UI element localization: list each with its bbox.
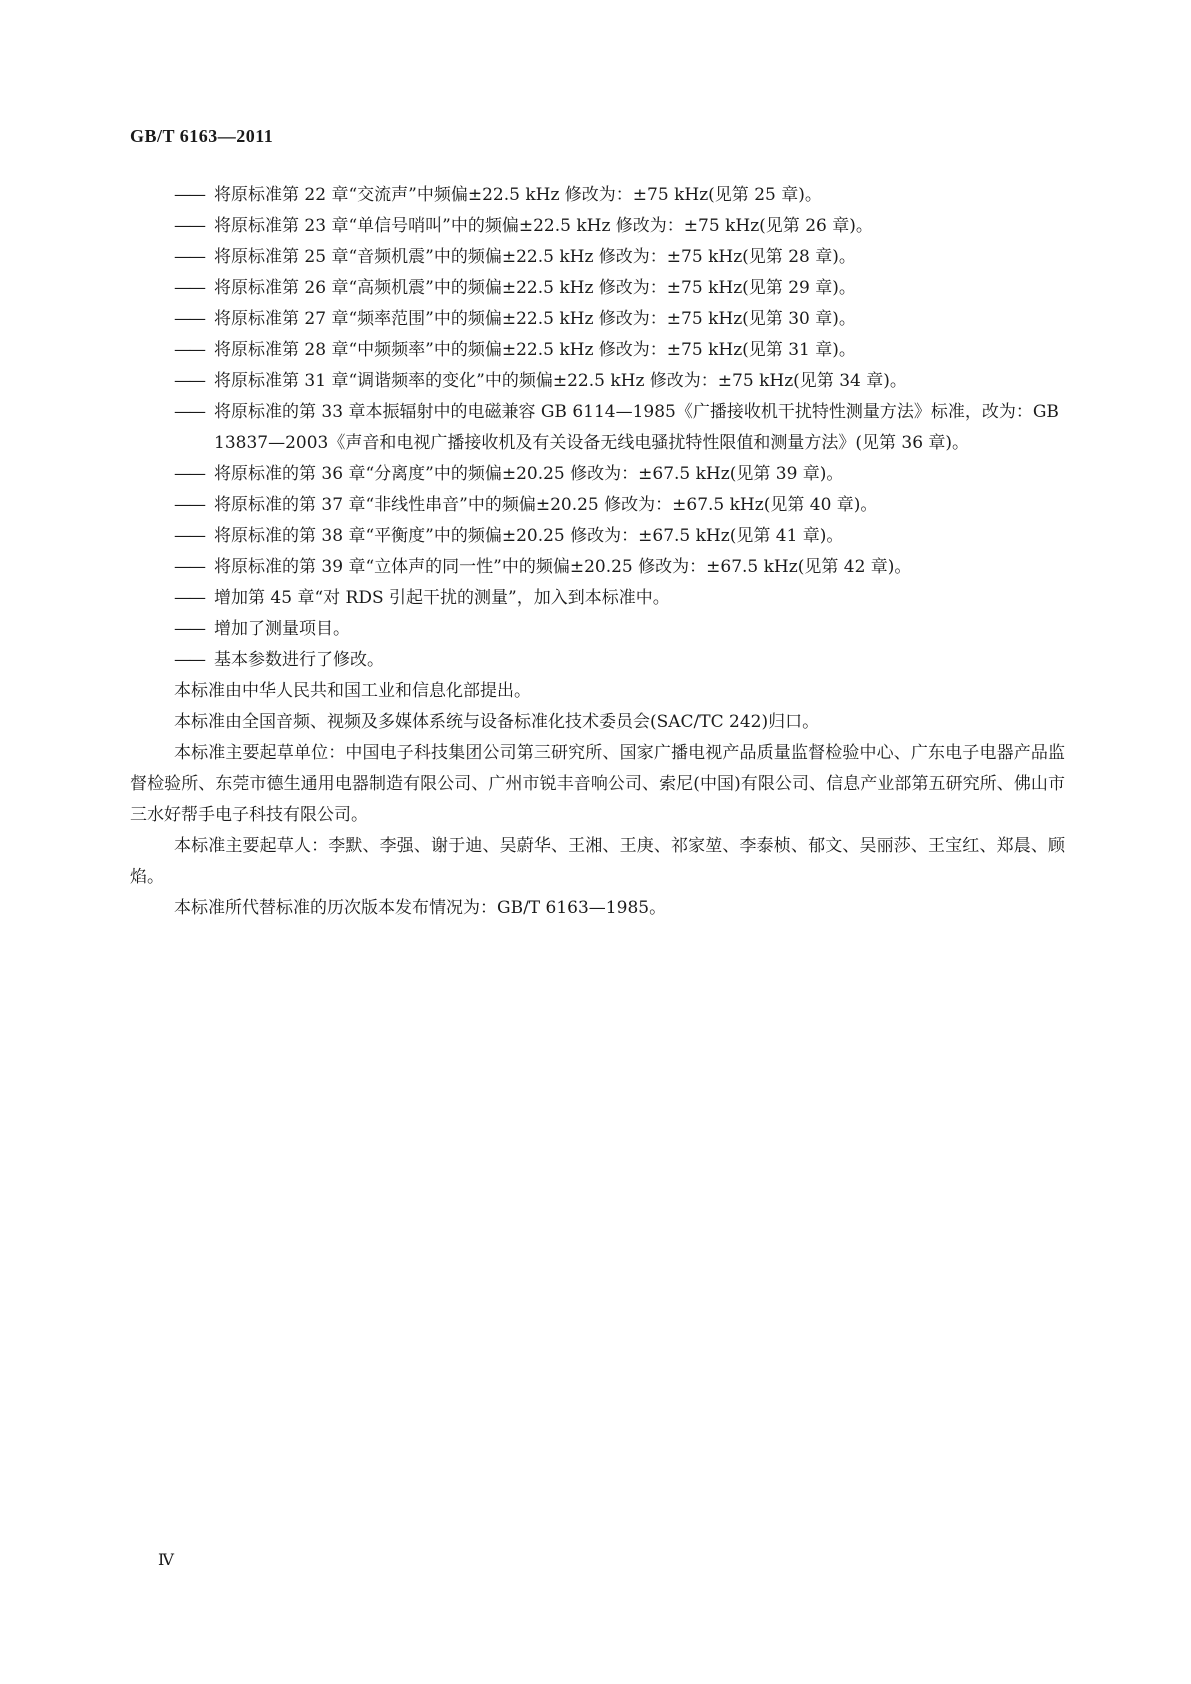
change-item <box>130 521 1065 552</box>
bullet-dash: —— <box>174 650 204 670</box>
change-item-text: 将原标准的第 33 章本振辐射中的电磁兼容 GB 6114—1985《广播接收机干扰特性测量方法》标准，改为：GB 13837—2003《声音和电视广播接收机及有关设备无线电骚扰特性限值和测量方法》(见第 36 章)。 <box>214 402 1059 453</box>
change-item-text: 将原标准的第 39 章“立体声的同一性”中的频偏±20.25 修改为：±67.5 kHz(见第 42 章)。 <box>214 557 912 577</box>
change-item-text: 将原标准的第 37 章“非线性串音”中的频偏±20.25 修改为：±67.5 kHz(见第 40 章)。 <box>214 495 878 515</box>
change-item-text: 将原标准第 22 章“交流声”中频偏±22.5 kHz 修改为：±75 kHz(见第 25 章)。 <box>214 185 822 205</box>
bullet-dash: —— <box>174 185 204 205</box>
change-item <box>130 366 1065 397</box>
foreword-content <box>130 180 1065 924</box>
change-item-text: 将原标准的第 38 章“平衡度”中的频偏±20.25 修改为：±67.5 kHz(见第 41 章)。 <box>214 526 844 546</box>
bullet-dash: —— <box>174 247 204 267</box>
change-item <box>130 242 1065 273</box>
bullet-dash: —— <box>174 526 204 546</box>
change-item-text: 增加第 45 章“对 RDS 引起干扰的测量”，加入到本标准中。 <box>214 588 670 608</box>
bullet-dash: —— <box>174 619 204 639</box>
change-item <box>130 273 1065 304</box>
change-item <box>130 490 1065 521</box>
change-item <box>130 614 1065 645</box>
change-item <box>130 583 1065 614</box>
drafters-paragraph: 本标准主要起草人：李默、李强、谢于迪、吴蔚华、王湘、王庚、祁家堃、李泰桢、郁文、吴丽莎、王宝红、郑晨、顾焰。 <box>130 836 1065 887</box>
proposer-paragraph: 本标准由中华人民共和国工业和信息化部提出。 <box>174 681 531 701</box>
change-item-text: 将原标准第 26 章“高频机震”中的频偏±22.5 kHz 修改为：±75 kHz(见第 29 章)。 <box>214 278 856 298</box>
change-item <box>130 304 1065 335</box>
committee-paragraph: 本标准由全国音频、视频及多媒体系统与设备标准化技术委员会(SAC/TC 242)归口。 <box>174 712 820 732</box>
drafting-units-paragraph: 本标准主要起草单位：中国电子科技集团公司第三研究所、国家广播电视产品质量监督检验中心、广东电子电器产品监督检验所、东莞市德生通用电器制造有限公司、广州市锐丰音响公司、索尼(中国)有限公司、信息产业部第五研究所、佛山市三水好帮手电子科技有限公司。 <box>130 743 1065 825</box>
change-item-text: 基本参数进行了修改。 <box>214 650 384 670</box>
history-paragraph: 本标准所代替标准的历次版本发布情况为：GB/T 6163—1985。 <box>174 898 667 918</box>
bullet-dash: —— <box>174 278 204 298</box>
change-item <box>130 211 1065 242</box>
change-item-text: 将原标准第 23 章“单信号哨叫”中的频偏±22.5 kHz 修改为：±75 kHz(见第 26 章)。 <box>214 216 873 236</box>
change-item-text: 将原标准第 25 章“音频机震”中的频偏±22.5 kHz 修改为：±75 kHz(见第 28 章)。 <box>214 247 856 267</box>
bullet-dash: —— <box>174 588 204 608</box>
bullet-dash: —— <box>174 309 204 329</box>
bullet-dash: —— <box>174 464 204 484</box>
change-item-text: 将原标准第 28 章“中频频率”中的频偏±22.5 kHz 修改为：±75 kHz(见第 31 章)。 <box>214 340 856 360</box>
change-item <box>130 335 1065 366</box>
standard-code-header: GB/T 6163—2011 <box>130 126 274 146</box>
bullet-dash: —— <box>174 371 204 391</box>
change-item <box>130 552 1065 583</box>
bullet-dash: —— <box>174 557 204 577</box>
change-item-text: 增加了测量项目。 <box>214 619 350 639</box>
change-item <box>130 645 1065 676</box>
change-item-text: 将原标准第 27 章“频率范围”中的频偏±22.5 kHz 修改为：±75 kHz(见第 30 章)。 <box>214 309 856 329</box>
change-item-text: 将原标准第 31 章“调谐频率的变化”中的频偏±22.5 kHz 修改为：±75 kHz(见第 34 章)。 <box>214 371 907 391</box>
bullet-dash: —— <box>174 495 204 515</box>
bullet-dash: —— <box>174 402 204 422</box>
change-item <box>130 397 1065 459</box>
change-item-text: 将原标准的第 36 章“分离度”中的频偏±20.25 修改为：±67.5 kHz(见第 39 章)。 <box>214 464 844 484</box>
bullet-dash: —— <box>174 216 204 236</box>
bullet-dash: —— <box>174 340 204 360</box>
page-number: Ⅳ <box>158 1552 174 1569</box>
change-item <box>130 459 1065 490</box>
change-item <box>130 180 1065 211</box>
change-list <box>130 180 1065 676</box>
